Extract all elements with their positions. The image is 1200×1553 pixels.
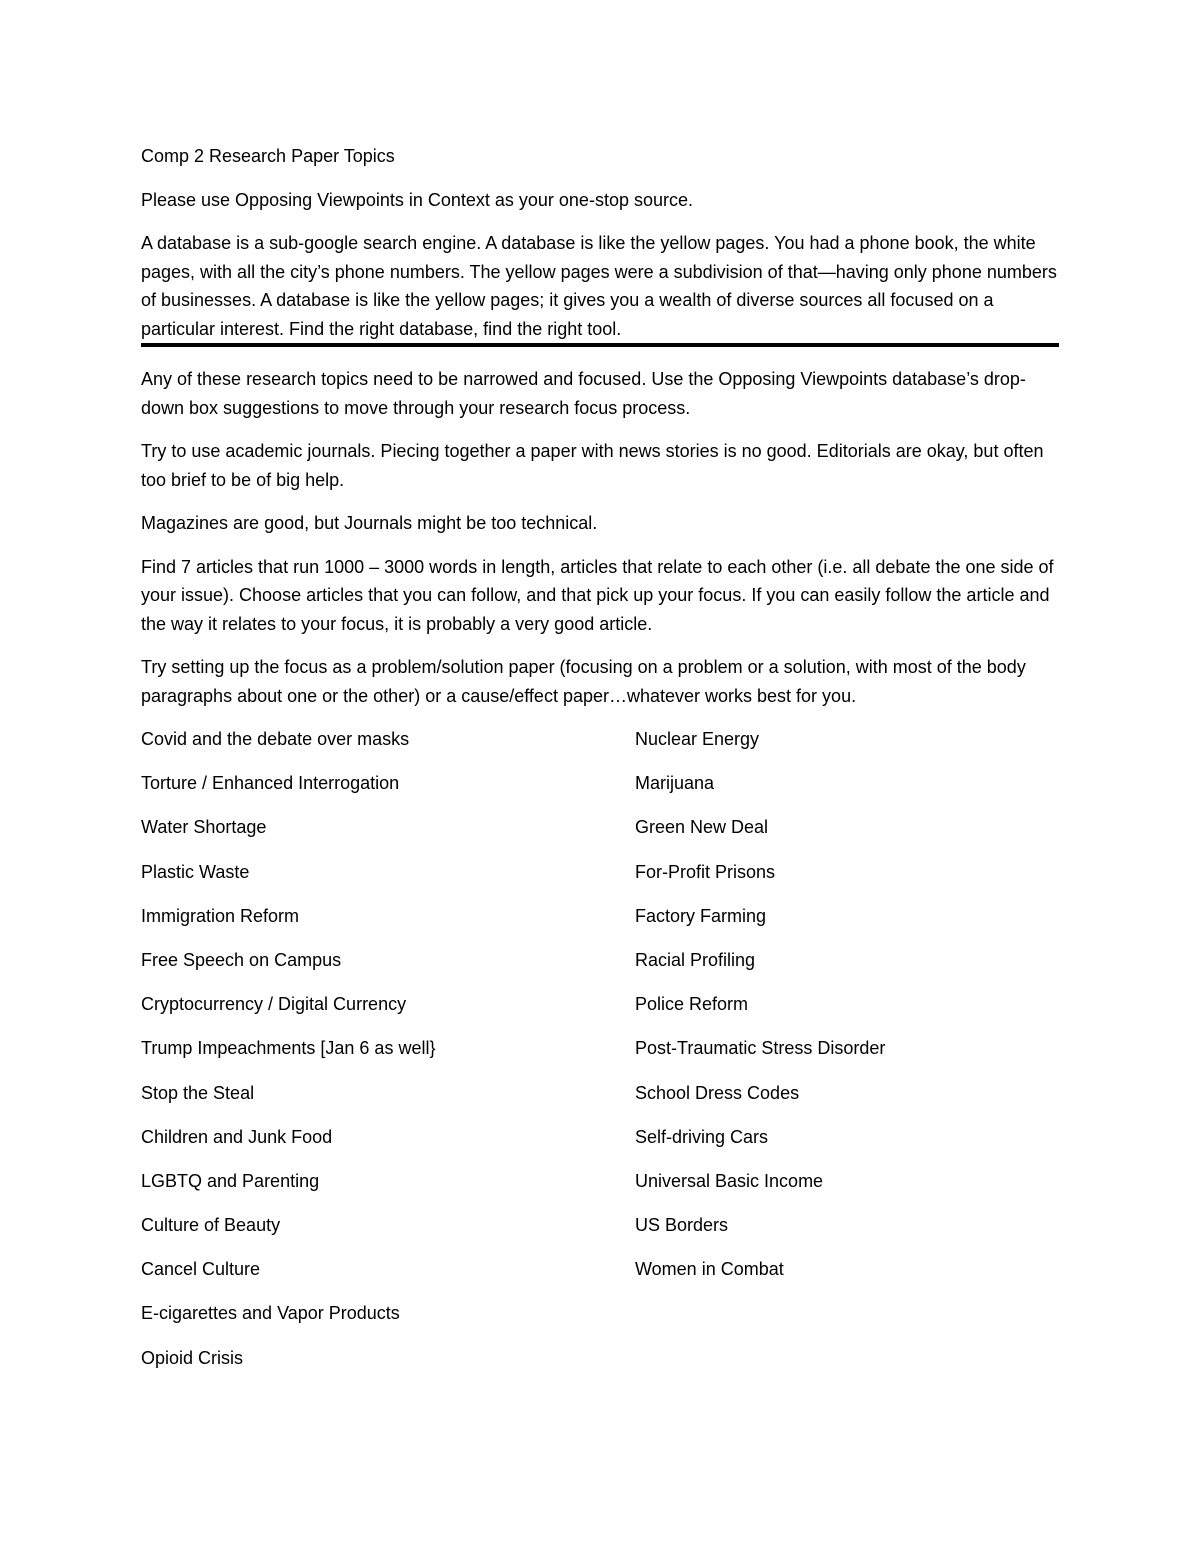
- topic-item: Children and Junk Food: [141, 1126, 333, 1147]
- intro-paragraph: A database is a sub-google search engine. A database is like the yellow pages. You had a phone book, the white pages, with all the city’s phone numbers. The yellow pages were a subdivision of that—having only phone numbers of businesses. A database is like the yellow pages; it gives you a wealth of diverse sources all focused on a particular interest. Find the right database, find the right tool.: [141, 233, 1057, 339]
- topic-item: Immigration Reform: [141, 905, 300, 926]
- topic-item: Post-Traumatic Stress Disorder: [635, 1038, 886, 1059]
- topics-right-column: [635, 725, 1059, 1388]
- topics-left-column: [141, 725, 635, 1388]
- topic-item: Trump Impeachments [Jan 6 as well}: [141, 1038, 436, 1059]
- topic-item: School Dress Codes: [635, 1082, 800, 1103]
- topic-item: E-cigarettes and Vapor Products: [141, 1303, 400, 1324]
- topic-item: Universal Basic Income: [635, 1170, 824, 1191]
- topic-item: Factory Farming: [635, 905, 767, 926]
- guidance-paragraph: Magazines are good, but Journals might be too technical.: [141, 513, 598, 533]
- topic-item: Water Shortage: [141, 817, 267, 838]
- horizontal-rule: [141, 343, 1059, 347]
- topic-item: Self-driving Cars: [635, 1126, 769, 1147]
- topic-item: For-Profit Prisons: [635, 861, 776, 882]
- topic-item: US Borders: [635, 1215, 729, 1236]
- topic-item: Racial Profiling: [635, 949, 756, 970]
- document-title: Comp 2 Research Paper Topics: [141, 146, 395, 166]
- topic-item: Torture / Enhanced Interrogation: [141, 773, 400, 794]
- topic-item: Stop the Steal: [141, 1082, 255, 1103]
- topic-item: Covid and the debate over masks: [141, 729, 410, 749]
- topic-item: Culture of Beauty: [141, 1215, 281, 1236]
- topic-item: Free Speech on Campus: [141, 949, 342, 970]
- topic-item: Cancel Culture: [141, 1259, 261, 1280]
- topic-item: Cryptocurrency / Digital Currency: [141, 994, 407, 1015]
- topic-item: Plastic Waste: [141, 861, 250, 882]
- guidance-paragraph: Find 7 articles that run 1000 – 3000 words in length, articles that relate to each other (i.e. all debate the one side of your issue). Choose articles that you can follow, and that pick up your focus. If you can easily follow the article and the way it relates to your focus, it is probably a very good article.: [141, 556, 1054, 634]
- document-body: [141, 142, 1059, 1388]
- topic-item: Opioid Crisis: [141, 1347, 244, 1368]
- topic-item: Women in Combat: [635, 1259, 784, 1280]
- intro-paragraph: Please use Opposing Viewpoints in Context as your one-stop source.: [141, 189, 693, 210]
- guidance-paragraph: Try setting up the focus as a problem/solution paper (focusing on a problem or a solution, with most of the body paragraphs about one or the other) or a cause/effect paper…whatever works best for you.: [141, 657, 1026, 706]
- guidance-paragraph: Try to use academic journals. Piecing together a paper with news stories is no good. Editorials are okay, but often too brief to be of big help.: [141, 441, 1044, 490]
- topic-item: Police Reform: [635, 994, 749, 1015]
- topics-list: [141, 725, 1059, 1388]
- guidance-paragraph: Any of these research topics need to be narrowed and focused. Use the Opposing Viewpoints database’s drop-down box suggestions to move through your research focus process.: [141, 369, 1026, 418]
- topic-item: Nuclear Energy: [635, 729, 760, 749]
- topic-item: LGBTQ and Parenting: [141, 1170, 320, 1191]
- topic-item: Green New Deal: [635, 817, 769, 838]
- topic-item: Marijuana: [635, 773, 715, 794]
